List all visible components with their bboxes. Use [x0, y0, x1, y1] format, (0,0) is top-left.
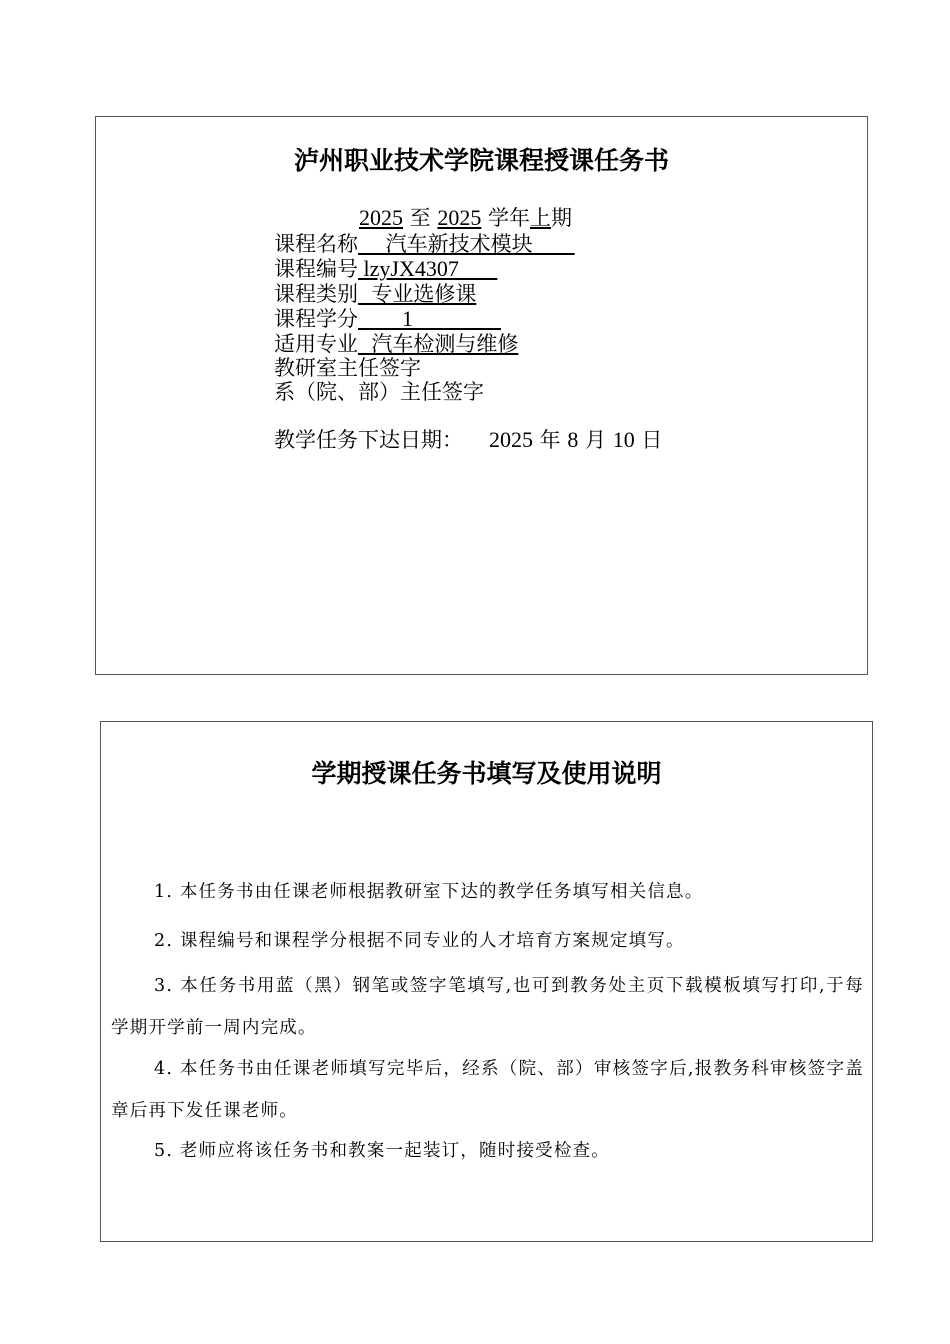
task-book-panel [95, 116, 868, 675]
term-half: 上 [530, 206, 552, 230]
field-label: 课程学分 [274, 307, 358, 331]
field-value: lzyJX4307 [358, 256, 498, 281]
term-year-label: 学年 [481, 206, 531, 230]
field-value: 汽车检测与维修 [358, 332, 519, 356]
field-label: 课程编号 [274, 257, 358, 281]
task-book-title: 泸州职业技术学院课程授课任务书 [293, 146, 669, 175]
instruction-item: 4. 本任务书由任课老师填写完毕后，经系（院、部）审核签字后,报教务科审核签字盖章后再下发任课老师。 [111, 1059, 864, 1121]
field-course-type [274, 281, 476, 307]
instructions-title: 学期授课任务书填写及使用说明 [311, 759, 662, 788]
term-to: 至 [403, 206, 438, 230]
field-course-credit [274, 306, 501, 332]
instruction-item: 5. 老师应将该任务书和教案一起装订，随时接受检查。 [154, 1141, 610, 1161]
field-label: 系（院、部）主任签字 [274, 380, 484, 404]
field-dean-signature [274, 379, 484, 405]
term-end-year: 2025 [437, 205, 482, 230]
field-label: 教研室主任签字 [274, 356, 421, 380]
issue-date-month-unit: 月 [578, 428, 613, 452]
field-course-code [274, 256, 497, 282]
field-label: 适用专业 [274, 332, 358, 356]
field-label: 课程名称 [274, 232, 358, 256]
field-value: 1 [358, 306, 502, 331]
issue-date-year-unit: 年 [533, 428, 568, 452]
field-label: 课程类别 [274, 282, 358, 306]
term-start-year: 2025 [359, 205, 403, 230]
issue-date-year: 2025 [489, 427, 533, 452]
term-period: 期 [551, 206, 573, 230]
field-value: 汽车新技术模块 [358, 232, 575, 256]
field-major [274, 331, 518, 357]
field-value: 专业选修课 [358, 282, 477, 306]
issue-date-day: 10 [612, 427, 635, 452]
field-teaching-director-signature [274, 355, 421, 381]
instruction-item: 1. 本任务书由任课老师根据教研室下达的教学任务填写相关信息。 [154, 882, 704, 902]
instructions-panel [100, 721, 873, 1242]
issue-date-day-unit: 日 [634, 428, 663, 452]
issue-date-label: 教学任务下达日期： [274, 428, 463, 452]
issue-date-month: 8 [567, 427, 579, 452]
field-course-name [274, 231, 575, 257]
term-line [359, 205, 572, 231]
issue-date-line [274, 427, 662, 453]
instruction-item: 3. 本任务书用蓝（黑）钢笔或签字笔填写,也可到教务处主页下载模板填写打印,于每学期开学前一周内完成。 [111, 976, 864, 1038]
instruction-item: 2. 课程编号和课程学分根据不同专业的人才培育方案规定填写。 [154, 931, 685, 951]
